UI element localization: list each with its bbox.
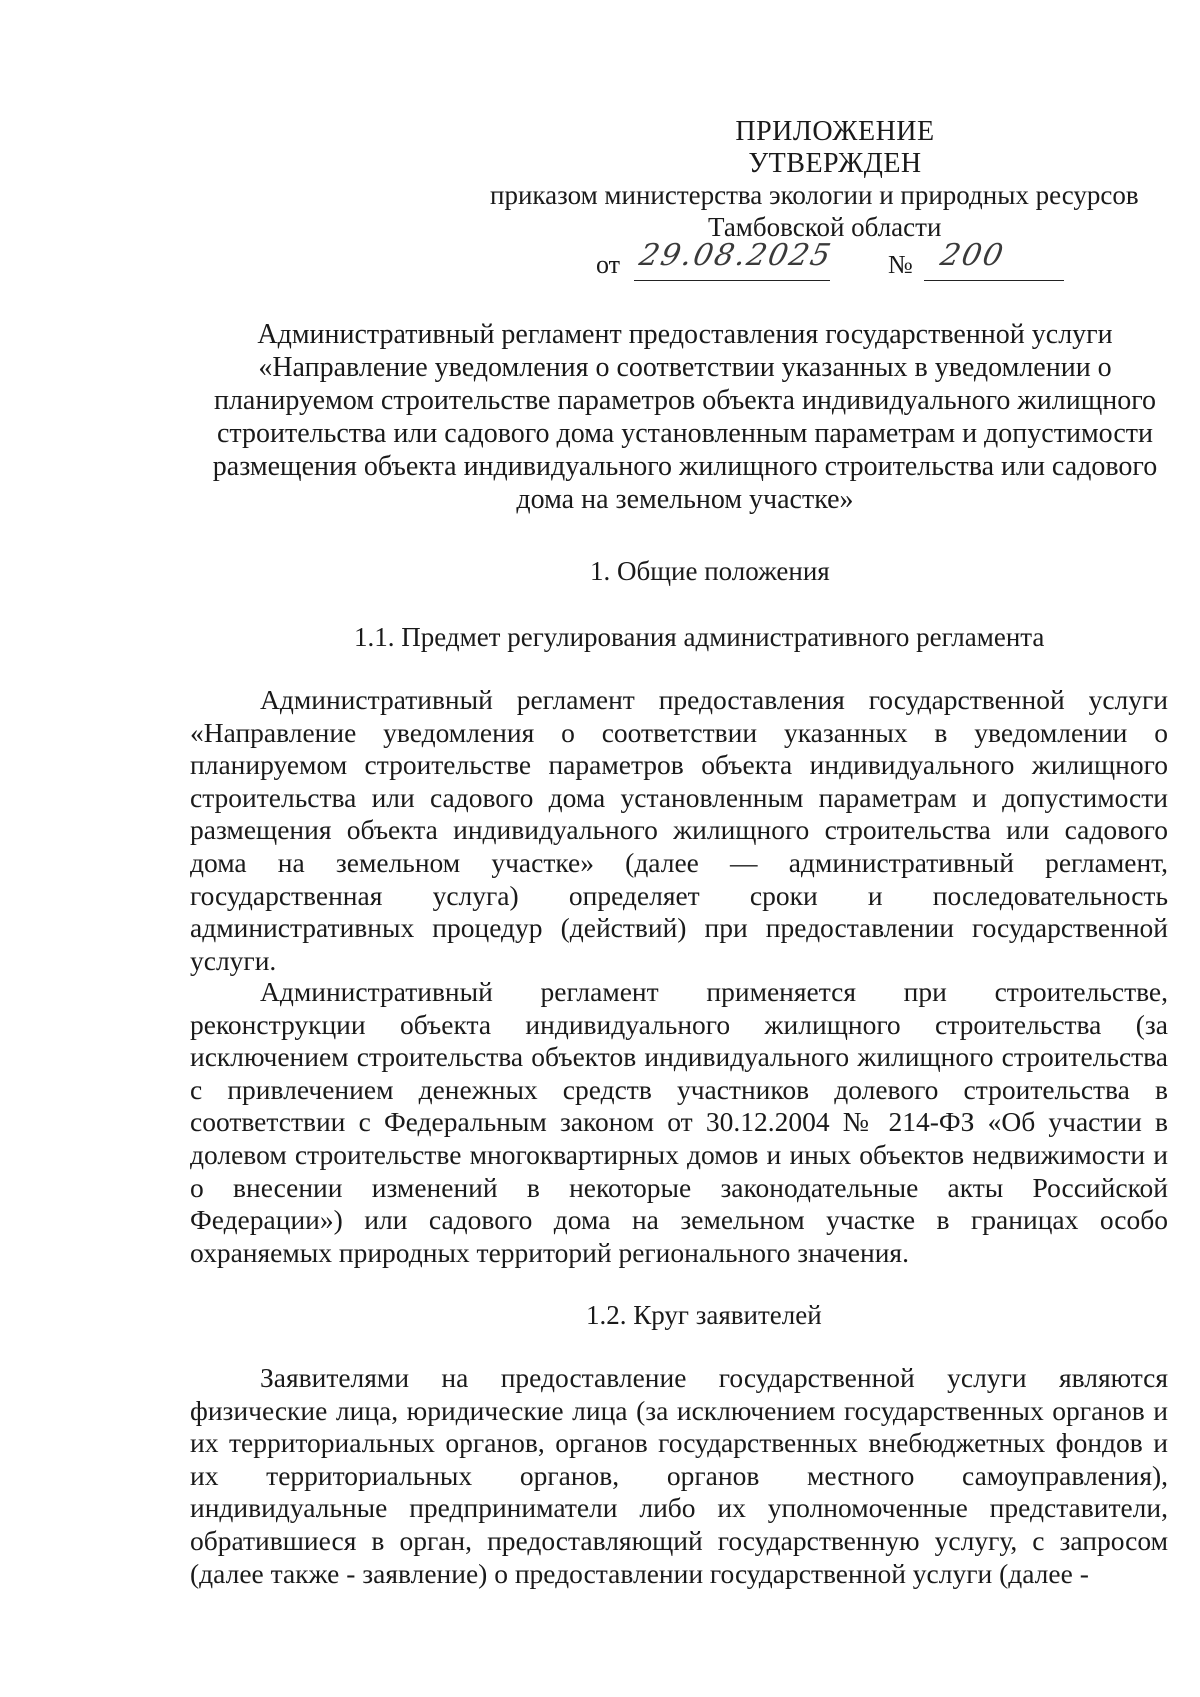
- document-title: Административный регламент предоставления государственной услуги «Направление уведомления о соответствии указанных в уведомлении о планируемом строительстве параметров объекта индивидуального жилищного строительства или садового дома установленным параметрам и допустимости размещения объекта индивидуального жилищного строительства или садового дома на земельном участке»: [212, 319, 1158, 515]
- date-underline: [634, 280, 830, 281]
- paragraph-applicants: Заявителями на предоставление государственной услуги являются физические лица, юридические лица (за исключением государственных органов и их территориальных органов, органов государственных внебюджетных фондов и их территориальных органов, органов местного самоуправления), индивидуальные предприниматели либо их уполномоченные представители, обратившиеся в орган, предоставляющий государственную услугу, с запросом (далее также - заявление) о предоставлении государственной услуги (далее -: [190, 1362, 1168, 1589]
- subsection-1-1-heading: 1.1. Предмет регулирования административного регламента: [354, 622, 1045, 652]
- region-line: Тамбовской области: [708, 212, 942, 242]
- subsection-1-2-heading: 1.2. Круг заявителей: [586, 1300, 822, 1330]
- number-label: №: [888, 250, 913, 279]
- section-1-heading: 1. Общие положения: [590, 556, 830, 586]
- date-label: от: [596, 250, 621, 279]
- paragraph-subject: Административный регламент предоставления государственной услуги «Направление уведомления о соответствии указанных в уведомлении о планируемом строительстве параметров объекта индивидуального жилищного строительства или садового дома установленным параметрам и допустимости размещения объекта индивидуального жилищного строительства или садового дома на земельном участке» (далее — административный регламент, государственная услуга) определяет сроки и последовательность административных процедур (действий) при предоставлении государственной услуги.: [190, 684, 1168, 976]
- handwritten-date: 29.08.2025: [636, 238, 836, 273]
- handwritten-number: 200: [937, 238, 1008, 273]
- order-line: приказом министерства экологии и природных ресурсов: [490, 180, 1139, 210]
- number-underline: [924, 280, 1064, 281]
- approved-label: УТВЕРЖДЕН: [748, 148, 922, 179]
- appendix-label: ПРИЛОЖЕНИЕ: [735, 116, 935, 147]
- paragraph-scope: Административный регламент применяется при строительстве, реконструкции объекта индивидуального жилищного строительства (за исключением строительства объектов индивидуального жилищного строительства с привлечением денежных средств участников долевого строительства в соответствии с Федеральным законом от 30.12.2004 № 214-ФЗ «Об участии в долевом строительстве многоквартирных домов и иных объектов недвижимости и о внесении изменений в некоторые законодательные акты Российской Федерации») или садового дома на земельном участке в границах особо охраняемых природных территорий регионального значения.: [190, 976, 1168, 1268]
